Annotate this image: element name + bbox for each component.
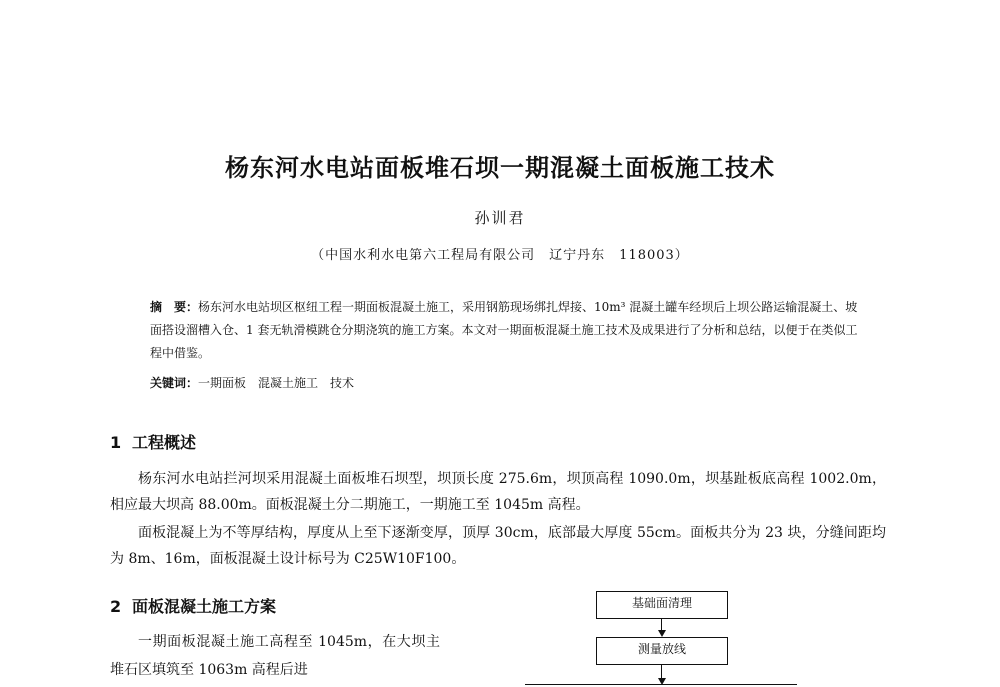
author-name: 孙训君 (474, 209, 526, 227)
flow-step-label: 测量放线 (637, 642, 686, 656)
flow-step-box (596, 637, 728, 665)
keywords (150, 374, 354, 391)
flow-branch-line (525, 684, 797, 685)
flow-arrow-head (658, 630, 666, 637)
section-title: 面板混凝土施工方案 (132, 597, 277, 616)
abstract-label: 摘 要： (150, 300, 199, 314)
paper-title: 杨东河水电站面板堆石坝一期混凝土面板施工技术 (225, 154, 775, 182)
abstract-text: 杨东河水电站坝区枢纽工程一期面板混凝土施工，采用钢筋现场绑扎焊接、10m³ 混凝土罐车经坝后上坝公路运输混凝土、坡面搭设溜槽入仓、1 套无轨滑模跳仓分期浇筑的施工方案。本文对一期面板混凝土施工技术及成果进行了分析和总结，以便于在类似工程中借鉴。 (150, 300, 858, 360)
section-number: 2 (110, 597, 122, 616)
keywords-label: 关键词： (150, 376, 199, 390)
section-title: 工程概述 (132, 433, 197, 452)
section-heading-2 (110, 594, 276, 617)
section-heading-1 (110, 430, 196, 453)
flow-step-label: 基础面清理 (631, 596, 692, 610)
flow-step-box (596, 591, 728, 619)
section-1-paragraph-2: 面板混凝上为不等厚结构，厚度从上至下逐渐变厚，顶厚 30cm，底部最大厚度 55cm。面板共分为 23 块，分缝间距均为 8m、16m，面板混凝土设计标号为 C25W10F100。 (110, 525, 886, 567)
section-1-paragraph-1: 杨东河水电站拦河坝采用混凝土面板堆石坝型，坝顶长度 275.6m，坝顶高程 1090.0m，坝基趾板底高程 1002.0m，相应最大坝高 88.00m。面板混凝土分二期施工，一期施工至 1045m 高程。 (110, 471, 886, 513)
author-affiliation: （中国水利水电第六工程局有限公司 辽宁丹东 118003） (311, 248, 689, 263)
flow-arrow (661, 665, 662, 679)
keywords-text: 一期面板 混凝土施工 技术 (198, 376, 355, 390)
section-number: 1 (110, 433, 122, 452)
abstract (150, 296, 862, 365)
section-2-paragraph-1: 一期面板混凝土施工高程至 1045m，在大坝主堆石区填筑至 1063m 高程后进 (110, 634, 440, 678)
